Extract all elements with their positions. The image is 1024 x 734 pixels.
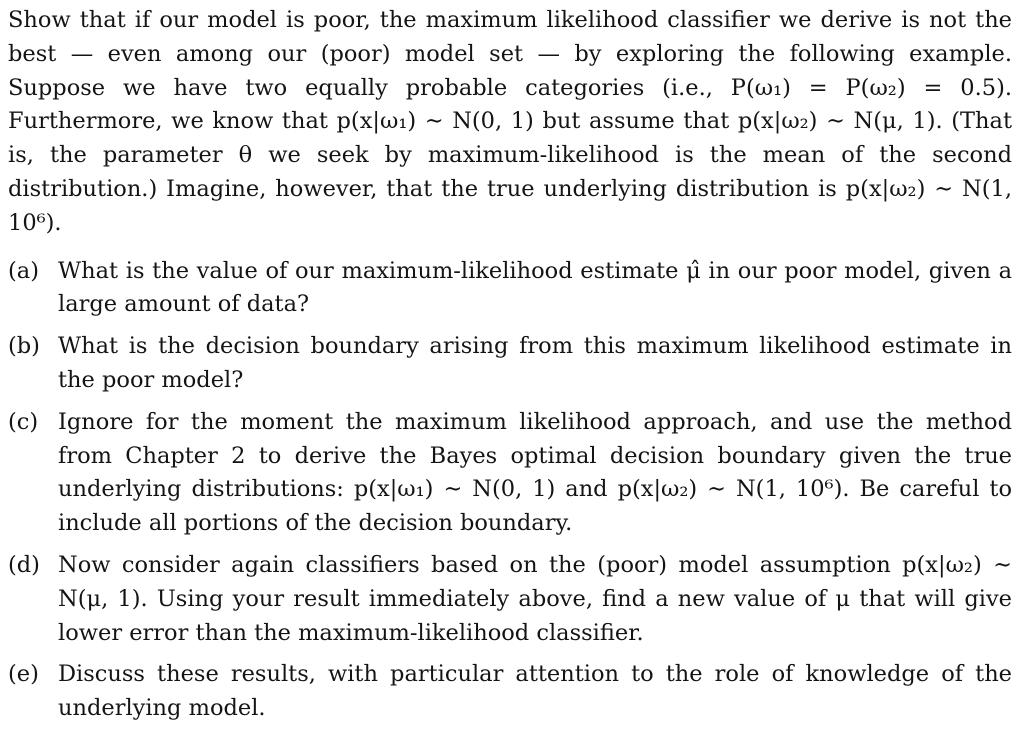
part-c	[8, 406, 1012, 541]
part-c-text: Ignore for the moment the maximum likelihood approach, and use the method from Chapter 2 to derive the Bayes optimal decision boundary given the true underlying distributions: p(x|ω₁) ∼ N(0, 1) and p(x|ω₂) ∼ N(1, 10⁶). Be careful to include all portions of the decision boundary.	[58, 408, 1012, 537]
part-e-text: Discuss these results, with particular attention to the role of knowledge of the underlying model.	[58, 661, 1012, 722]
part-d-text: Now consider again classifiers based on the (poor) model assumption p(x|ω₂) ∼ N(μ, 1). Using your result immediately above, find a new value of μ that will give lower error than the maximum-likelihood classifier.	[58, 551, 1012, 646]
part-d	[8, 549, 1012, 650]
part-b-label: (b)	[8, 333, 40, 360]
part-b	[8, 330, 1012, 398]
problem-text	[8, 4, 1012, 734]
part-a	[8, 255, 1012, 323]
problem-intro: Show that if our model is poor, the maximum likelihood classifier we derive is not the best — even among our (poor) model set — by exploring the following example. Suppose we have two equally probable categories (i.e., P(ω₁) = P(ω₂) = 0.5). Furthermore, we know that p(x|ω₁) ∼ N(0, 1) but assume that p(x|ω₂) ∼ N(μ, 1). (That is, the parameter θ we seek by maximum-likelihood is the mean of the second distribution.) Imagine, however, that the true underlying distribution is p(x|ω₂) ∼ N(1, 10⁶).	[8, 7, 1012, 236]
part-e-label: (e)	[8, 661, 39, 688]
part-c-label: (c)	[8, 408, 39, 435]
part-d-label: (d)	[8, 551, 40, 578]
part-a-text: What is the value of our maximum-likelihood estimate μ̂ in our poor model, given a large amount of data?	[58, 257, 1012, 318]
part-a-label: (a)	[8, 257, 39, 284]
part-e	[8, 658, 1012, 726]
problem-parts	[8, 255, 1012, 726]
part-b-text: What is the decision boundary arising from this maximum likelihood estimate in the poor model?	[58, 333, 1012, 393]
